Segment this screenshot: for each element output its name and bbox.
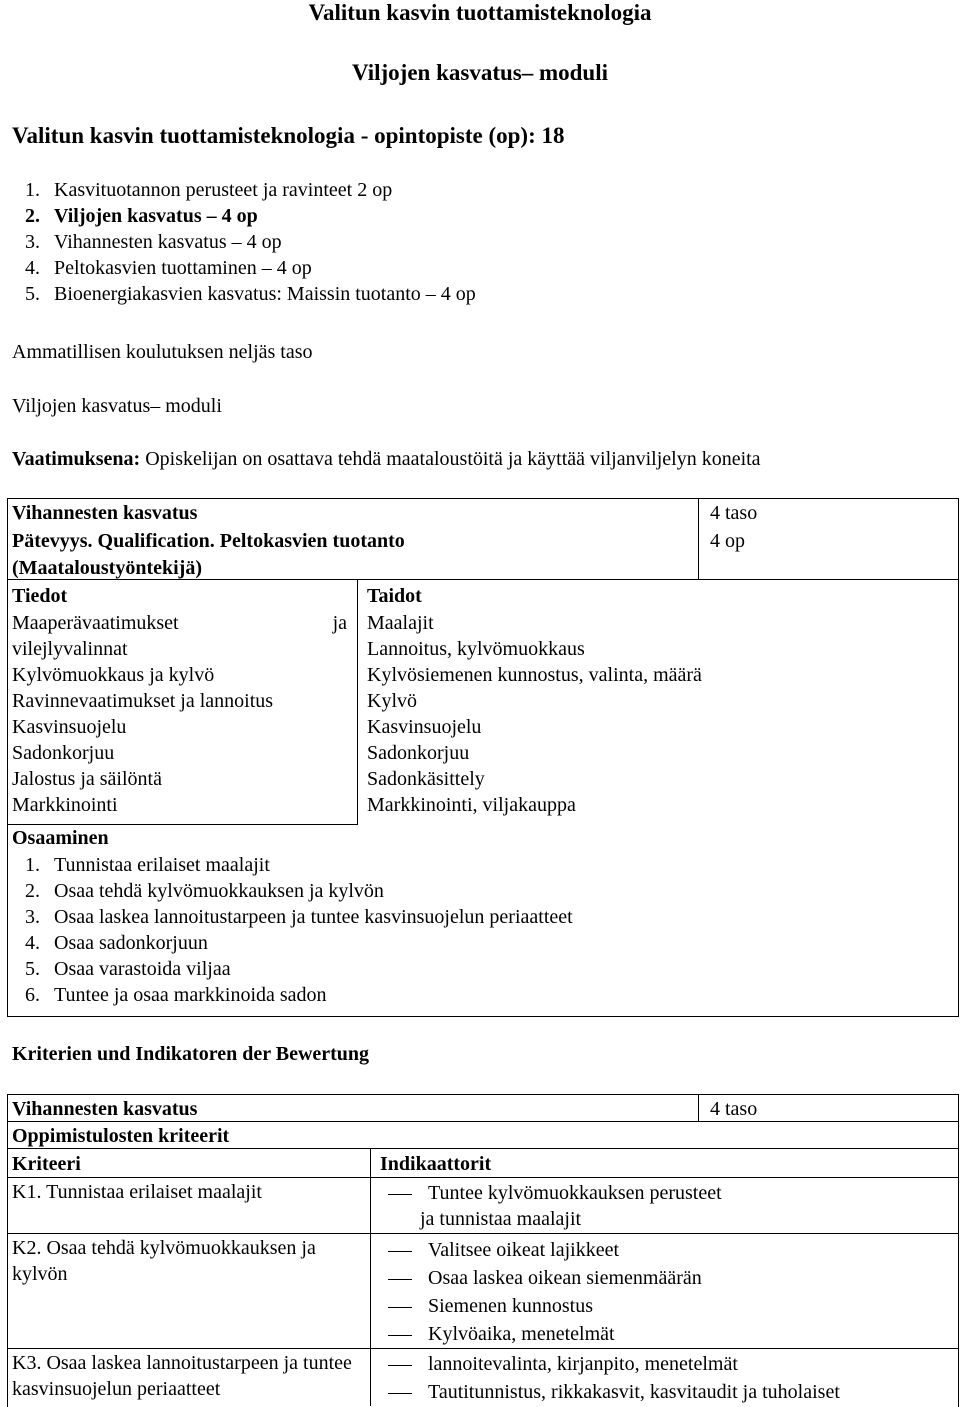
osaaminen-list (14, 852, 573, 1008)
list-item: vilejlyvalinnat (12, 638, 128, 660)
module-item: 4. Peltokasvien tuottaminen – 4 op (25, 257, 312, 279)
criterion-k3: K3. Osaa laskea lannoitustarpeen ja tuntee kasvinsuojelun periaatteet (12, 1352, 352, 1400)
dash-bullet-icon (388, 1335, 412, 1336)
list-item: Tautitunnistus, rikkakasvit, kasvitaudit ja tuholaiset (388, 1379, 840, 1405)
dash-bullet-icon (388, 1279, 412, 1280)
indicator-list (388, 1237, 702, 1347)
list-item: Osaa laskea oikean siemenmäärän (388, 1265, 702, 1291)
list-item: Sadonkäsittely (367, 768, 485, 790)
list-item: Maalajit (367, 612, 434, 634)
list-item: Kylvösiemenen kunnostus, valinta, määrä (367, 664, 702, 686)
list-item: 5. Osaa varastoida viljaa (25, 958, 231, 980)
list-item: ja tunnistaa maalajit (420, 1208, 582, 1230)
module-list (14, 177, 476, 307)
list-item: 6. Tuntee ja osaa markkinoida sadon (25, 984, 327, 1006)
criterion-k1: K1. Tunnistaa erilaiset maalajit (12, 1181, 262, 1203)
list-item: Tuntee kylvömuokkauksen perusteet (388, 1180, 722, 1206)
list-item: Markkinointi, viljakauppa (367, 794, 576, 816)
criterion-k2: K2. Osaa tehdä kylvömuokkauksen ja kylvön (12, 1237, 316, 1285)
credits-title: Valitun kasvin tuottamisteknologia - opintopiste (op): 18 (12, 123, 565, 148)
list-item: Valitsee oikeat lajikkeet (388, 1237, 702, 1263)
taidot-header: Taidot (367, 585, 422, 607)
module-title: Viljojen kasvatus– moduli (351, 60, 609, 85)
tiedot-list (12, 610, 347, 818)
list-item: Maaperävaatimukset ja (12, 612, 347, 634)
module-item: 3. Vihannesten kasvatus – 4 op (25, 231, 282, 253)
list-item: Kylvö (367, 690, 417, 712)
criteria-column-header: Kriteeri (12, 1153, 81, 1175)
dash-bullet-icon (388, 1251, 412, 1252)
tiedot-header: Tiedot (12, 585, 68, 607)
list-item: Kasvinsuojelu (367, 716, 482, 738)
table1-credits: 4 op (710, 530, 745, 552)
table2-level: 4 taso (710, 1098, 758, 1120)
list-item: 3. Osaa laskea lannoitustarpeen ja tuntee kasvinsuojelun periaatteet (25, 906, 573, 928)
indicators-column-header: Indikaattorit (380, 1153, 492, 1175)
indicator-list (388, 1351, 840, 1405)
table2-subtitle: Oppimistulosten kriteerit (12, 1125, 230, 1147)
list-item: 2. Osaa tehdä kylvömuokkauksen ja kylvön (25, 880, 384, 902)
list-item: Kasvinsuojelu (12, 716, 127, 738)
dash-bullet-icon (388, 1393, 412, 1394)
list-item: Lannoitus, kylvömuokkaus (367, 638, 585, 660)
education-level: Ammatillisen koulutuksen neljäs taso (12, 341, 313, 363)
dash-bullet-icon (388, 1365, 412, 1366)
table2-title: Vihannesten kasvatus (12, 1098, 198, 1120)
list-item: Kylvöaika, menetelmät (388, 1321, 702, 1347)
qualification: Pätevyys. Qualification. Peltokasvien tuotanto (12, 530, 405, 552)
taidot-list (367, 610, 702, 818)
list-item: Sadonkorjuu (367, 742, 470, 764)
qualification-role: (Maataloustyöntekijä) (12, 557, 202, 579)
dash-bullet-icon (388, 1307, 412, 1308)
module-heading: Viljojen kasvatus– moduli (12, 395, 222, 417)
indicator-list (388, 1180, 722, 1232)
list-item: 1. Tunnistaa erilaiset maalajit (25, 854, 270, 876)
list-item: 4. Osaa sadonkorjuun (25, 932, 208, 954)
list-item: Ravinnevaatimukset ja lannoitus (12, 690, 274, 712)
table1-level: 4 taso (710, 502, 758, 524)
list-item: Siemenen kunnostus (388, 1293, 702, 1319)
module-item: 2. Viljojen kasvatus – 4 op (25, 205, 258, 227)
criteria-heading: Kriterien und Indikatoren der Bewertung (12, 1043, 370, 1065)
requirement: Vaatimuksena: Opiskelijan on osattava tehdä maataloustöitä ja käyttää viljanviljelyn koneita (12, 448, 761, 470)
table1-title: Vihannesten kasvatus (12, 502, 198, 524)
list-item: lannoitevalinta, kirjanpito, menetelmät (388, 1351, 840, 1377)
list-item: Markkinointi (12, 794, 118, 816)
list-item: Sadonkorjuu (12, 742, 115, 764)
list-item: Jalostus ja säilöntä (12, 768, 162, 790)
osaaminen-header: Osaaminen (12, 827, 109, 849)
module-item: 5. Bioenergiakasvien kasvatus: Maissin tuotanto – 4 op (25, 283, 476, 305)
dash-bullet-icon (388, 1194, 412, 1195)
module-item: 1. Kasvituotannon perusteet ja ravinteet 2 op (25, 179, 393, 201)
document-title: Valitun kasvin tuottamisteknologia (308, 0, 652, 25)
list-item: Kylvömuokkaus ja kylvö (12, 664, 215, 686)
